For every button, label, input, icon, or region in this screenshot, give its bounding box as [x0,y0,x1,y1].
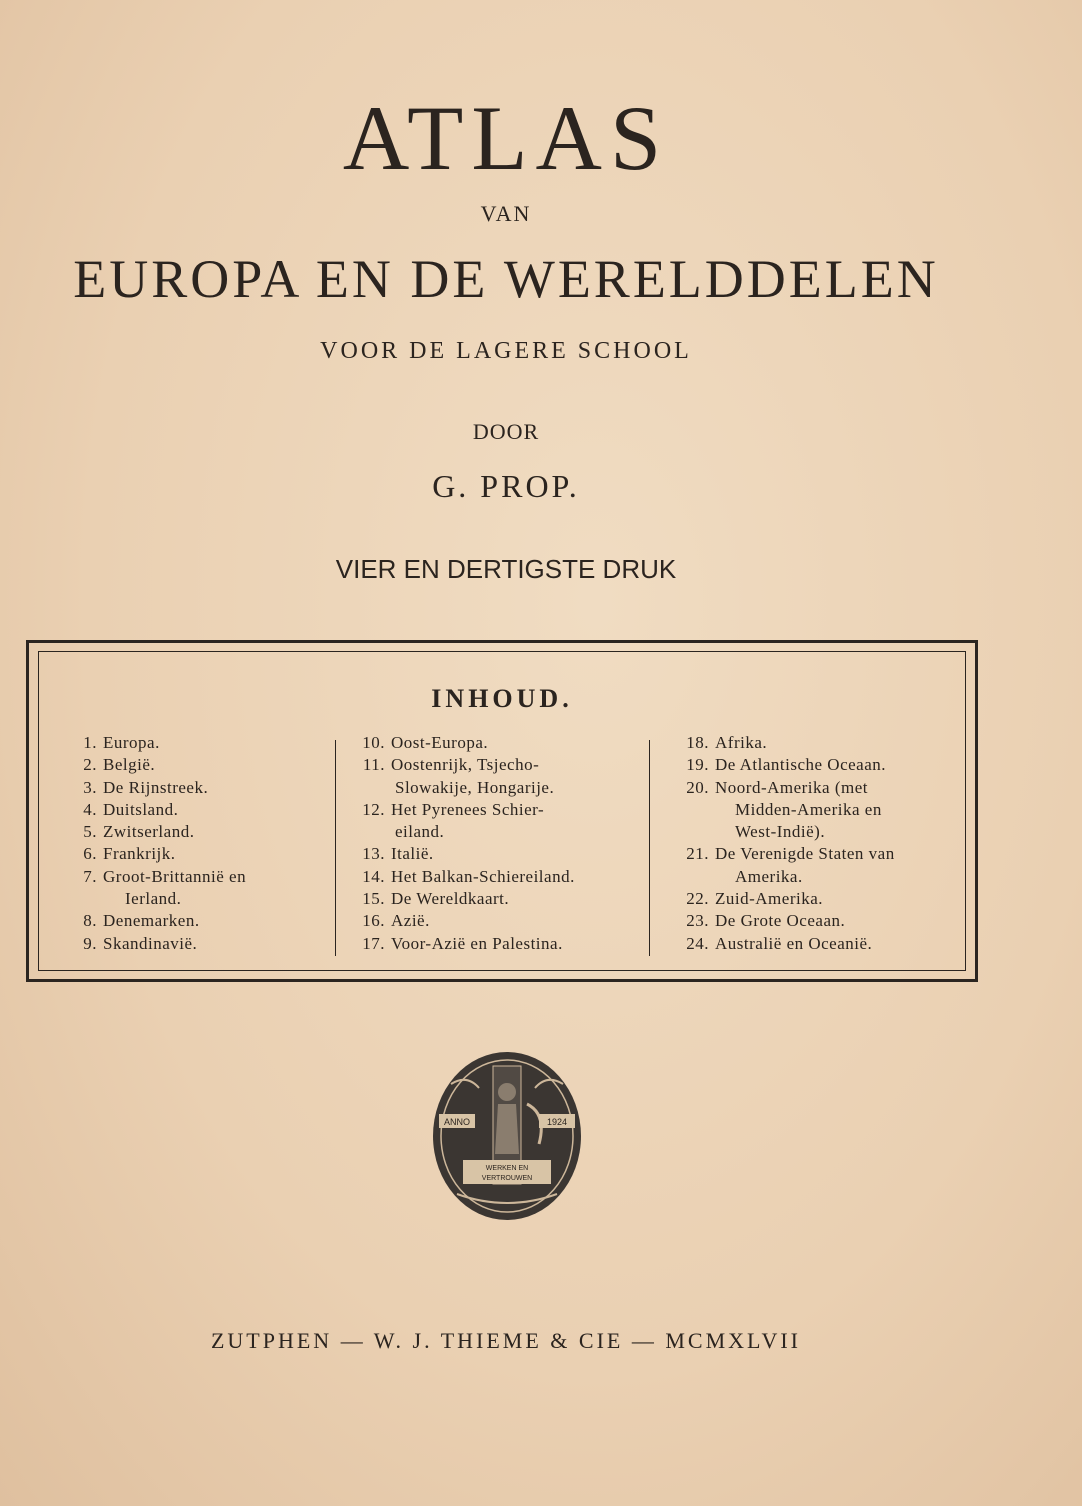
seal-right-text: 1924 [546,1117,568,1127]
atlas-title: ATLAS [342,87,670,189]
contents-item-continuation: Slowakije, Hongarije. [395,777,555,797]
contents-item-continuation: eiland. [395,822,445,842]
contents-inner-frame [38,651,966,971]
main-title: EUROPA EN DE WERELDDELEN [73,249,939,309]
contents-item: 13. Italië. [362,844,434,864]
seal-banner-line-1: WERKEN EN [485,1165,529,1172]
contents-item: 19. De Atlantische Oceaan. [686,755,887,775]
contents-item-continuation: West-Indië). [735,822,826,842]
contents-item: 4. Duitsland. [83,799,179,819]
contents-item: 2. België. [83,755,156,775]
edition-label: VIER EN DERTIGSTE DRUK [335,554,677,584]
contents-item-continuation: Ierland. [125,889,182,909]
contents-item: 15. De Wereldkaart. [362,889,510,909]
contents-item: 21. De Verenigde Staten van [686,844,895,864]
column-divider [649,740,650,956]
contents-column-2 [355,732,645,955]
contents-item: 22. Zuid-Amerika. [686,889,823,909]
contents-item: 18. Afrika. [686,733,768,752]
contents-item: 3. De Rijnstreek. [83,777,209,797]
contents-item: 17. Voor-Azië en Palestina. [362,933,563,953]
seal-banner-line-2: VERTROUWEN [481,1175,533,1182]
contents-item: 14. Het Balkan-Schiereiland. [362,866,575,886]
contents-item: 24. Australië en Oceanië. [686,933,873,953]
van-label: VAN [480,201,532,226]
contents-item: 7. Groot-Brittannië en [83,866,247,886]
contents-item: 5. Zwitserland. [83,822,195,842]
contents-item: 1. Europa. [83,733,160,752]
contents-column-3 [677,732,967,955]
column-divider [335,740,336,956]
contents-item: 23. De Grote Oceaan. [686,911,846,931]
author-name: G. PROP. [432,468,580,504]
contents-column-1 [65,732,305,955]
subtitle: VOOR DE LAGERE SCHOOL [320,338,692,364]
contents-item: 6. Frankrijk. [83,844,176,864]
contents-item-continuation: Amerika. [735,866,803,886]
contents-item: 11. Oostenrijk, Tsjecho- [362,755,540,775]
door-label: DOOR [472,419,540,444]
contents-item-continuation: Midden-Amerika en [735,799,882,819]
contents-item: 20. Noord-Amerika (met [686,777,868,797]
publisher-seal-icon [427,1044,587,1224]
contents-item: 10. Oost-Europa. [362,733,489,752]
seal-left-text: ANNO [443,1117,471,1127]
contents-box [26,640,978,982]
contents-item: 12. Het Pyrenees Schier- [362,799,545,819]
imprint: ZUTPHEN — W. J. THIEME & CIE — MCMXLVII [210,1328,801,1353]
contents-heading: INHOUD. [431,684,573,713]
contents-item: 9. Skandinavië. [83,933,198,953]
contents-item: 16. Azië. [362,911,430,931]
contents-item: 8. Denemarken. [83,911,200,931]
